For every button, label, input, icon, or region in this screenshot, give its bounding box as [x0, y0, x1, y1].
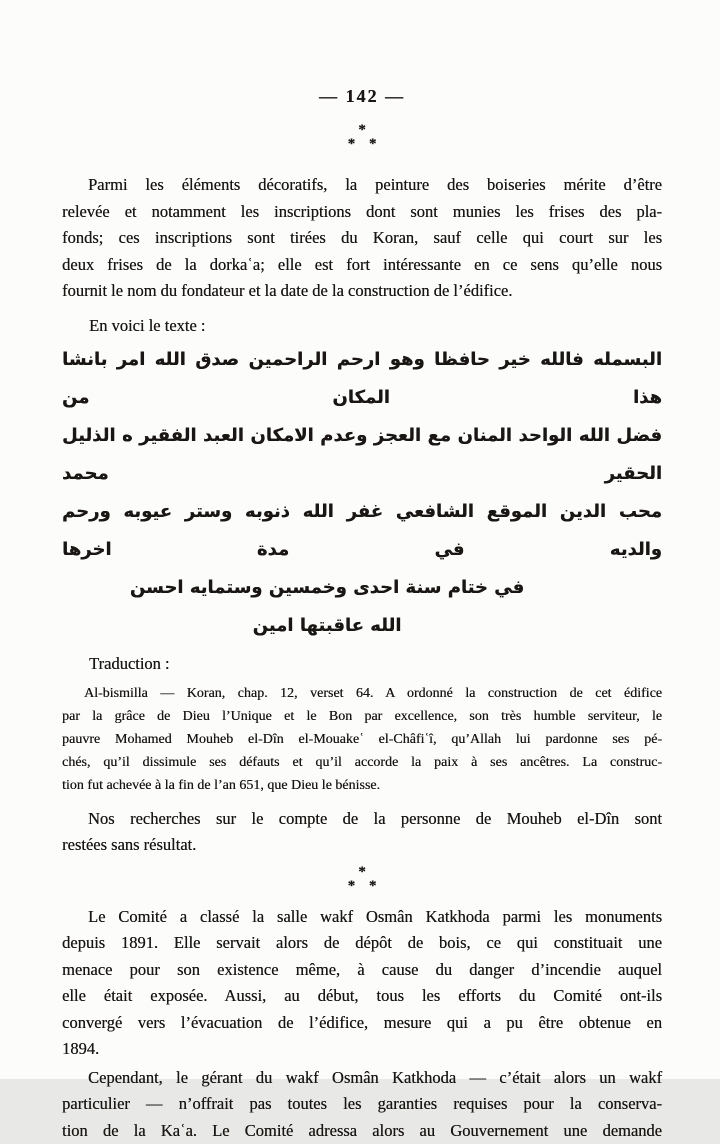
text-line: Nos recherches sur le compte de la personne de Mouheb el-Dîn sont: [62, 806, 662, 833]
comite-paragraph: [62, 904, 662, 1063]
text-line: Parmi les éléments décoratifs, la peinture des boiseries mérite d’être: [62, 172, 662, 199]
text-line: البسمله فالله خير حافظا وهو ارحم الراحمين صدق الله امر بانشا هذا المكان من: [62, 341, 662, 417]
arabic-inscription: [62, 341, 662, 645]
text-line: Le Comité a classé la salle wakf Osmân Katkhoda parmi les monuments: [62, 904, 662, 931]
cependant-paragraph: [62, 1065, 662, 1144]
text-line: menace pour son existence même, à cause du danger d’incendie auquel: [62, 957, 662, 984]
text-line: محب الدين الموقع الشافعي غفر الله ذنوبه وستر عيوبه ورحم والديه في مدة اخرها: [62, 493, 662, 569]
text-line: tion de la Kaʿa. Le Comité adressa alors au Gouvernement une demande: [62, 1118, 662, 1144]
text-line: في ختام سنة احدى وخمسين وستمايه احسن الله عاقبتها امين: [62, 569, 662, 645]
asterism-top-star: *: [62, 124, 662, 137]
text-line: elle était exposée. Aussi, au début, tous les efforts du Comité ont-ils: [62, 983, 662, 1010]
texte-intro-label: En voici le texte :: [62, 314, 662, 338]
text-line: par la grâce de Dieu l’Unique et le Bon par excellence, son très humble serviteur, le: [62, 705, 662, 728]
text-line: Cependant, le gérant du wakf Osmân Katkhoda — c’était alors un wakf: [62, 1065, 662, 1092]
asterism-separator: [62, 124, 662, 151]
translation-paragraph: [62, 682, 662, 797]
text-line: relevée et notamment les inscriptions dont sont munies les frises des pla-: [62, 199, 662, 226]
text-line: pauvre Mohamed Mouheb el-Dîn el-Mouakeʿ el-Châfiʿî, qu’Allah lui pardonne ses pé-: [62, 728, 662, 751]
text-line: Al-bismilla — Koran, chap. 12, verset 64. A ordonné la construction de cet édifice: [62, 682, 662, 705]
text-line: convergé vers l’évacuation de l’édifice, mesure qui a pu être obtenue en: [62, 1010, 662, 1037]
text-line: particulier — n’offrait pas toutes les garanties requises pour la conserva-: [62, 1091, 662, 1118]
traduction-label: Traduction :: [62, 652, 662, 676]
text-line: restées sans résultat.: [62, 832, 662, 859]
page-number: — 142 —: [62, 84, 662, 108]
text-line: tion fut achevée à la fin de l’an 651, que Dieu le bénisse.: [62, 774, 662, 797]
text-line: depuis 1891. Elle servait alors de dépôt de bois, ce qui constituait une: [62, 930, 662, 957]
asterism-bottom-stars: * *: [62, 879, 662, 893]
text-line: فضل الله الواحد المنان مع العجز وعدم الامكان العبد الفقير ه الذليل الحقير محمد: [62, 417, 662, 493]
text-line: 1894.: [62, 1036, 662, 1063]
text-line: deux frises de la dorkaʿa; elle est fort intéressante en ce sens qu’elle nous: [62, 252, 662, 279]
asterism-bottom-stars: * *: [62, 137, 662, 151]
text-line: fournit le nom du fondateur et la date de la construction de l’édifice.: [62, 278, 662, 305]
text-line: chés, qu’il dissimule ses défauts et qu’il accorde la paix à ses ancêtres. La construc-: [62, 751, 662, 774]
asterism-separator: [62, 866, 662, 893]
intro-paragraph: [62, 172, 662, 305]
recherches-paragraph: [62, 806, 662, 859]
asterism-top-star: *: [62, 866, 662, 879]
text-line: fonds; ces inscriptions sont tirées du Koran, sauf celle qui court sur les: [62, 225, 662, 252]
